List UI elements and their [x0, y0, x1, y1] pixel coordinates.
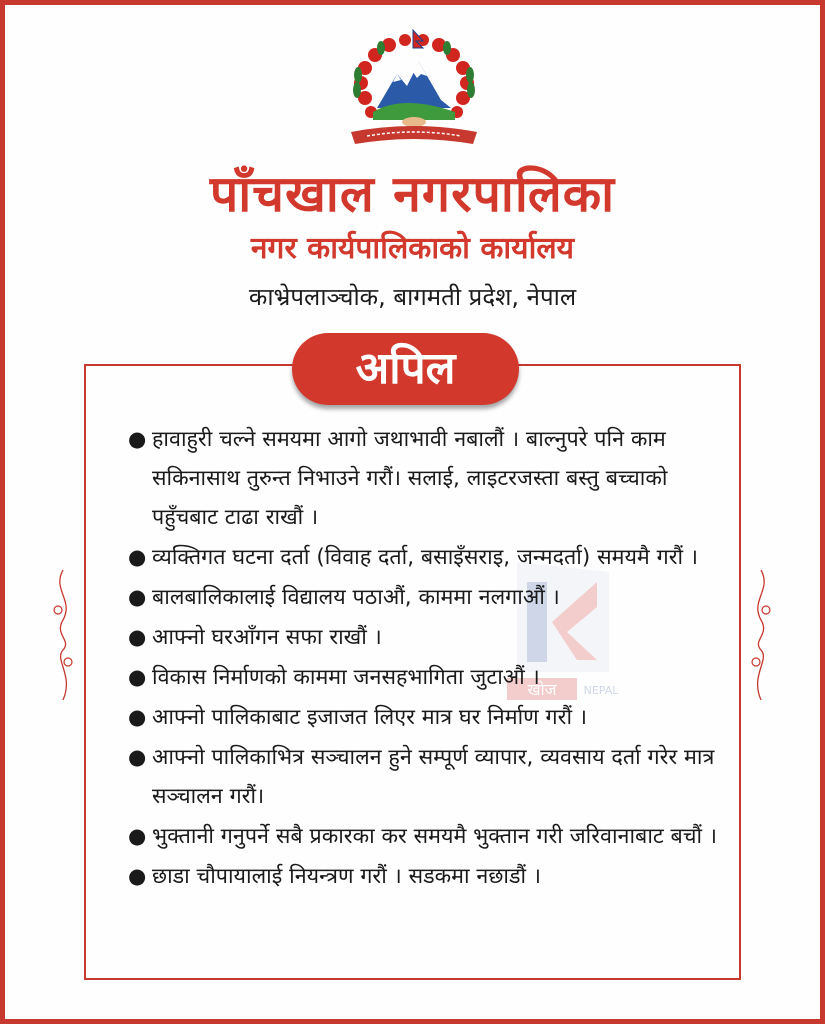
notice-heading: अपिल — [292, 333, 519, 405]
bullet-icon: ● — [128, 745, 147, 769]
bullet-icon: ● — [128, 665, 147, 689]
office-address: काभ्रेपलाञ्चोक, बागमती प्रदेश, नेपाल — [248, 283, 577, 311]
bullet-icon: ● — [128, 864, 147, 888]
svg-text:खोज: खोज — [527, 680, 557, 699]
page-title: पाँचखाल नगरपालिका — [209, 165, 616, 223]
ornament-right-icon — [748, 570, 774, 700]
bullet-icon: ● — [128, 625, 147, 649]
bullet-icon: ● — [128, 427, 147, 451]
bullet-icon: ● — [128, 585, 147, 609]
list-item: ● भुक्तानी गनुपर्ने सबै प्रकारका कर समयमै भुक्तान गरी जरिवानाबाट बचौं । — [128, 817, 728, 856]
list-item: ● आफ्नो पालिकाबाट इजाजत लिएर मात्र घर निर्माण गरौं । — [128, 698, 728, 737]
bullet-icon: ● — [128, 705, 147, 729]
bullet-icon: ● — [128, 545, 147, 569]
bullet-icon: ● — [128, 824, 147, 848]
list-item: ● बालबालिकालाई विद्यालय पठाऔं, काममा नलगाऔं । — [128, 578, 728, 617]
svg-text:NEPAL: NEPAL — [583, 684, 619, 697]
list-item: ● व्यक्तिगत घटना दर्ता (विवाह दर्ता, बसाइँसराइ, जन्मदर्ता) समयमै गरौं । — [128, 538, 728, 577]
list-item: ● विकास निर्माणको काममा जनसहभागिता जुटाऔं । — [128, 658, 728, 697]
list-item: ● छाडा चौपायालाई नियन्त्रण गरौं । सडकमा नछाडौं । — [128, 857, 728, 896]
list-item: ● हावाहुरी चल्ने समयमा आगो जथाभावी नबालौं । बाल्नुपरे पनि काम सकिनासाथ तुरुन्त निभाउने गरौं। सलाई, लाइटरजस्ता बस्तु बच्चाको पहुँचबाट टाढा राखौं । — [128, 420, 728, 537]
ornament-left-icon — [50, 570, 76, 700]
appeal-list — [128, 420, 728, 897]
list-item: ● आफ्नो पालिकाभित्र सञ्चालन हुने सम्पूर्ण व्यापार, व्यवसाय दर्ता गरेर मात्र सञ्चालन गरौं। — [128, 738, 728, 816]
list-item: ● आफ्नो घरआँगन सफा राखौं । — [128, 618, 728, 657]
office-subtitle: नगर कार्यपालिकाको कार्यालय — [250, 231, 575, 266]
nepal-emblem-icon — [343, 28, 485, 150]
